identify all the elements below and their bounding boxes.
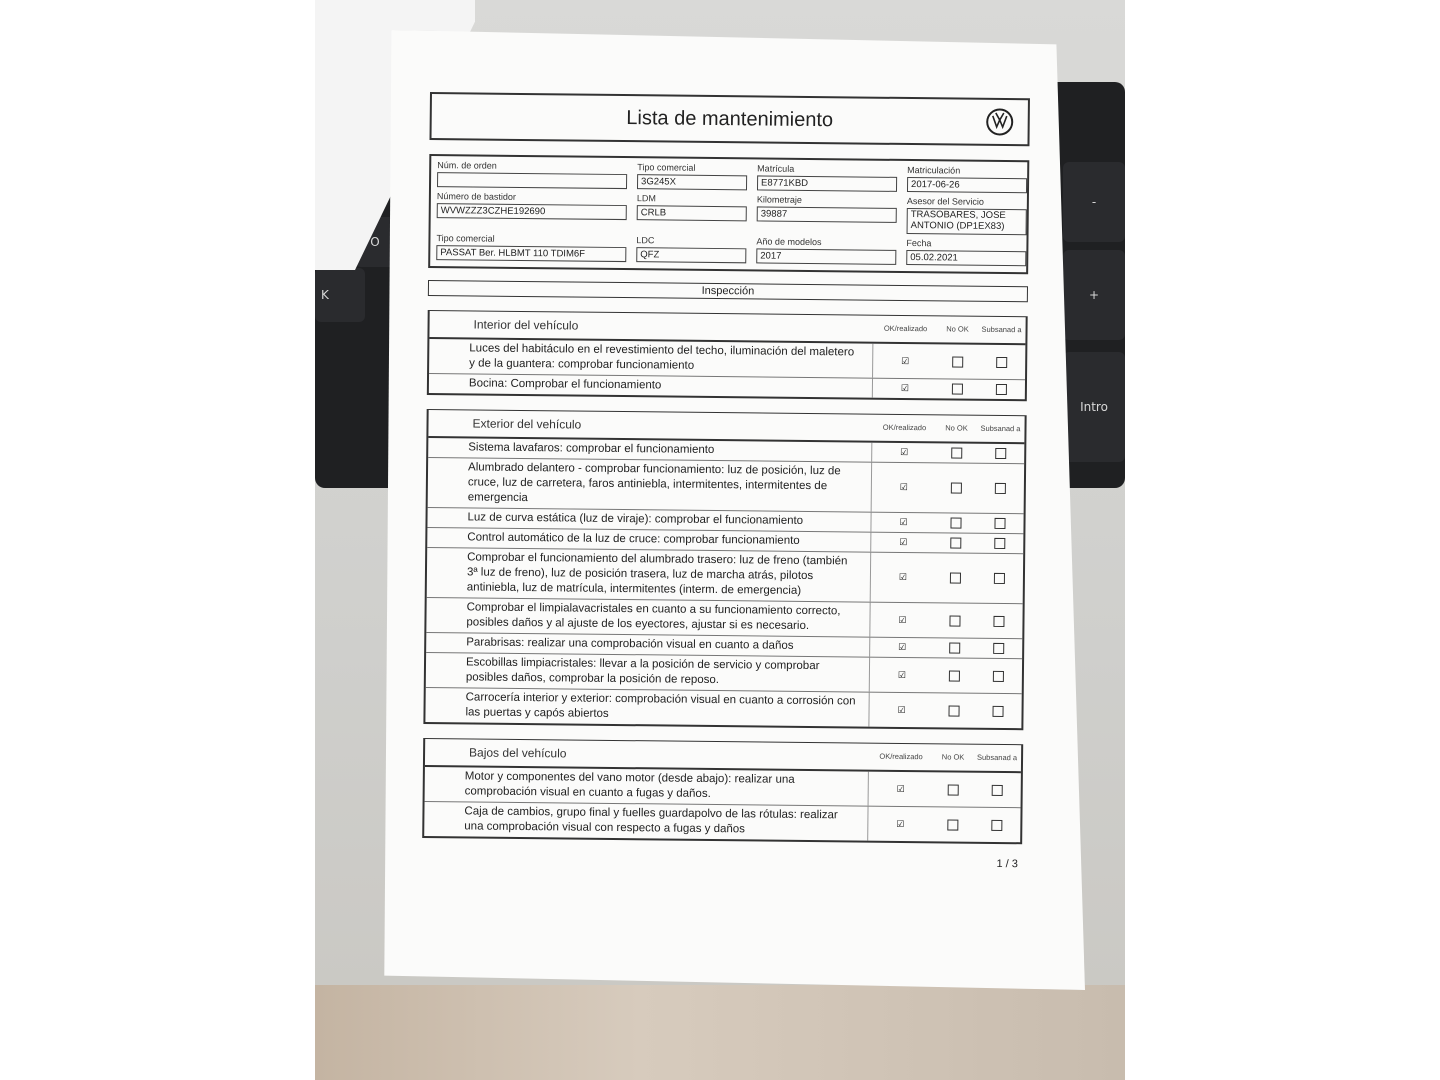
- info-field: [437, 160, 627, 189]
- row-text: Escobillas limpiacristales: llevar a la posición de servicio y comprobar posibles daños, comprobar la posición de reposo.: [426, 653, 870, 692]
- page-number: 1 / 3: [996, 857, 1019, 871]
- checkbox-ok[interactable]: ☑: [898, 571, 908, 583]
- checkbox-subsanada[interactable]: [993, 615, 1004, 626]
- title-box: [429, 92, 1029, 146]
- key-minus: -: [1063, 162, 1125, 242]
- page-title: Lista de mantenimiento: [626, 106, 834, 131]
- checkbox-no-ok[interactable]: [947, 819, 958, 830]
- info-field: [757, 194, 897, 233]
- checkbox-no-ok[interactable]: [952, 356, 963, 367]
- checkbox-subsanada[interactable]: [995, 448, 1006, 459]
- info-value: 2017-06-26: [907, 177, 1027, 193]
- info-field: [906, 238, 1026, 266]
- vehicle-info: [428, 154, 1029, 274]
- info-label: Número de bastidor: [436, 191, 517, 202]
- checkbox-no-ok[interactable]: [950, 537, 961, 548]
- column-header-ok: OK/realizado: [883, 323, 928, 334]
- info-value: TRASOBARES, JOSE ANTONIO (DP1EX83): [907, 208, 1027, 235]
- info-label: Tipo comercial: [436, 233, 495, 244]
- key-plus: +: [1063, 250, 1125, 340]
- checkbox-no-ok[interactable]: [950, 517, 961, 528]
- inspection-section: [423, 409, 1026, 730]
- checkbox-ok[interactable]: ☑: [898, 641, 907, 653]
- info-value: PASSAT Ber. HLBMT 110 TDIM6F: [436, 245, 626, 262]
- checkbox-ok[interactable]: ☑: [899, 536, 908, 548]
- checkbox-no-ok[interactable]: [950, 482, 961, 493]
- checkbox-subsanada[interactable]: [995, 384, 1006, 395]
- row-text: Sistema lavafaros: comprobar el funcionamiento: [428, 438, 872, 462]
- info-field: [637, 162, 747, 190]
- row-text: Carrocería interior y exterior: comprobación visual en cuanto a corrosión con las puertas y capós abiertos: [425, 688, 869, 727]
- info-label: LDC: [636, 235, 655, 246]
- info-value: WVWZZZ3CZHE192690: [437, 203, 627, 220]
- info-value: E8771KBD: [757, 175, 897, 191]
- checkbox-ok[interactable]: ☑: [897, 704, 906, 715]
- checkbox-ok[interactable]: ☑: [900, 382, 910, 394]
- key-intro: Intro: [1063, 352, 1125, 462]
- info-label: Año de modelos: [756, 236, 822, 248]
- info-value: [437, 172, 627, 189]
- info-label: Núm. de orden: [437, 160, 497, 171]
- checkbox-subsanada[interactable]: [993, 573, 1004, 584]
- checkbox-no-ok[interactable]: [951, 383, 962, 394]
- info-field: [757, 163, 897, 191]
- checkbox-ok[interactable]: ☑: [901, 355, 910, 366]
- info-field: [756, 236, 896, 264]
- info-field: [436, 233, 626, 262]
- checkbox-subsanada[interactable]: [994, 518, 1005, 529]
- row-text: Parabrisas: realizar una comprobación visual en cuanto a daños: [426, 633, 870, 657]
- checkbox-subsanada[interactable]: [992, 670, 1003, 681]
- row-text: Bocina: Comprobar el funcionamiento: [429, 374, 873, 398]
- checkbox-no-ok[interactable]: [948, 670, 959, 681]
- checkbox-ok[interactable]: ☑: [897, 669, 907, 680]
- checkbox-no-ok[interactable]: [949, 615, 960, 626]
- info-field: [907, 165, 1027, 193]
- table-row: [425, 688, 1021, 728]
- inspection-header: Inspección: [428, 280, 1028, 302]
- checkbox-ok[interactable]: ☑: [896, 818, 905, 829]
- info-label: Matriculación: [907, 165, 961, 176]
- info-label: Tipo comercial: [637, 162, 696, 173]
- table-row: [427, 548, 1023, 604]
- checkbox-subsanada[interactable]: [991, 784, 1002, 795]
- row-text: Comprobar el limpialavacristales en cuanto a su funcionamiento correcto, posibles daños y al ajuste de los eyectores, ajustar si es necesario.: [426, 598, 870, 637]
- vw-logo-icon: [986, 108, 1014, 136]
- info-label: LDM: [636, 193, 656, 204]
- section-title: Bajos del vehículo: [469, 745, 567, 761]
- checkbox-ok[interactable]: ☑: [899, 481, 908, 493]
- row-text: Alumbrado delantero - comprobar funcionamiento: luz de posición, luz de cruce, luz de carretera, faros antiniebla, intermitentes, intermitentes de emergencia: [428, 458, 872, 512]
- checkbox-no-ok[interactable]: [948, 705, 959, 716]
- column-header-no-ok: No OK: [941, 752, 965, 762]
- info-value: QFZ: [636, 247, 746, 263]
- checkbox-subsanada[interactable]: [991, 819, 1002, 830]
- info-value: 3G245X: [637, 174, 747, 190]
- section-title: Exterior del vehículo: [472, 416, 582, 432]
- info-value: CRLB: [637, 205, 747, 221]
- checkbox-subsanada[interactable]: [996, 356, 1007, 367]
- section-title: Interior del vehículo: [473, 317, 579, 333]
- info-field: [637, 193, 747, 232]
- row-text: Control automático de la luz de cruce: comprobar funcionamiento: [427, 528, 871, 552]
- info-label: Fecha: [906, 237, 932, 249]
- info-label: Kilometraje: [756, 194, 802, 205]
- inspection-sections: [422, 310, 1027, 844]
- checkbox-subsanada[interactable]: [994, 538, 1005, 549]
- checkbox-subsanada[interactable]: [994, 483, 1005, 494]
- fabric: [315, 985, 1125, 1080]
- row-text: Luz de curva estática (luz de viraje): comprobar el funcionamiento: [427, 508, 871, 532]
- maintenance-document: [422, 92, 1030, 870]
- row-text: Luces del habitáculo en el revestimiento del techo, iluminación del maletero y de la guantera: comprobar funcionamiento: [429, 339, 873, 378]
- info-label: Asesor del Servicio: [906, 196, 984, 207]
- column-header-ok: OK/realizado: [879, 751, 923, 762]
- info-value: 2017: [756, 248, 896, 264]
- checkbox-ok[interactable]: ☑: [899, 516, 908, 528]
- info-field: [437, 191, 627, 231]
- row-text: Caja de cambios, grupo final y fuelles guardapolvo de las rótulas: realizar una comprobación visual con respecto a fugas y daños: [424, 802, 868, 841]
- row-text: Comprobar el funcionamiento del alumbrado trasero: luz de freno (también 3ª luz de freno), luz de posición trasera, luz de marcha atrás, pilotos antiniebla, luz de matrícula, intermitentes (interm. de emergencia): [427, 548, 871, 602]
- column-header-subsanada: Subsanad a: [980, 423, 1021, 434]
- info-field: [636, 235, 746, 263]
- table-row: [424, 802, 1020, 842]
- checkbox-ok[interactable]: ☑: [898, 614, 907, 625]
- checkbox-no-ok[interactable]: [949, 642, 960, 653]
- inspection-section: [427, 310, 1028, 401]
- info-field: [907, 196, 1027, 235]
- column-header-no-ok: No OK: [945, 423, 968, 433]
- row-text: Motor y componentes del vano motor (desde abajo): realizar una comprobación visual en cuanto a fugas y daños.: [425, 767, 869, 806]
- inspection-section: [422, 738, 1023, 844]
- checkbox-ok[interactable]: ☑: [896, 783, 905, 794]
- info-label: Matrícula: [757, 163, 795, 174]
- checkbox-no-ok[interactable]: [947, 784, 958, 795]
- info-value: 05.02.2021: [906, 250, 1026, 266]
- key-o: O: [355, 217, 395, 267]
- key-k: K: [315, 268, 365, 322]
- checkbox-no-ok[interactable]: [949, 572, 960, 583]
- checkbox-subsanada[interactable]: [993, 643, 1004, 654]
- info-value: 39887: [757, 206, 897, 222]
- column-header-no-ok: No OK: [946, 324, 969, 334]
- column-header-subsanada: Subsanad a: [981, 324, 1022, 335]
- checkbox-subsanada[interactable]: [992, 705, 1003, 716]
- checkbox-ok[interactable]: ☑: [900, 446, 909, 458]
- column-header-subsanada: Subsanad a: [976, 752, 1018, 763]
- table-row: [428, 458, 1024, 514]
- column-header-ok: OK/realizado: [882, 422, 927, 433]
- checkbox-no-ok[interactable]: [951, 447, 962, 458]
